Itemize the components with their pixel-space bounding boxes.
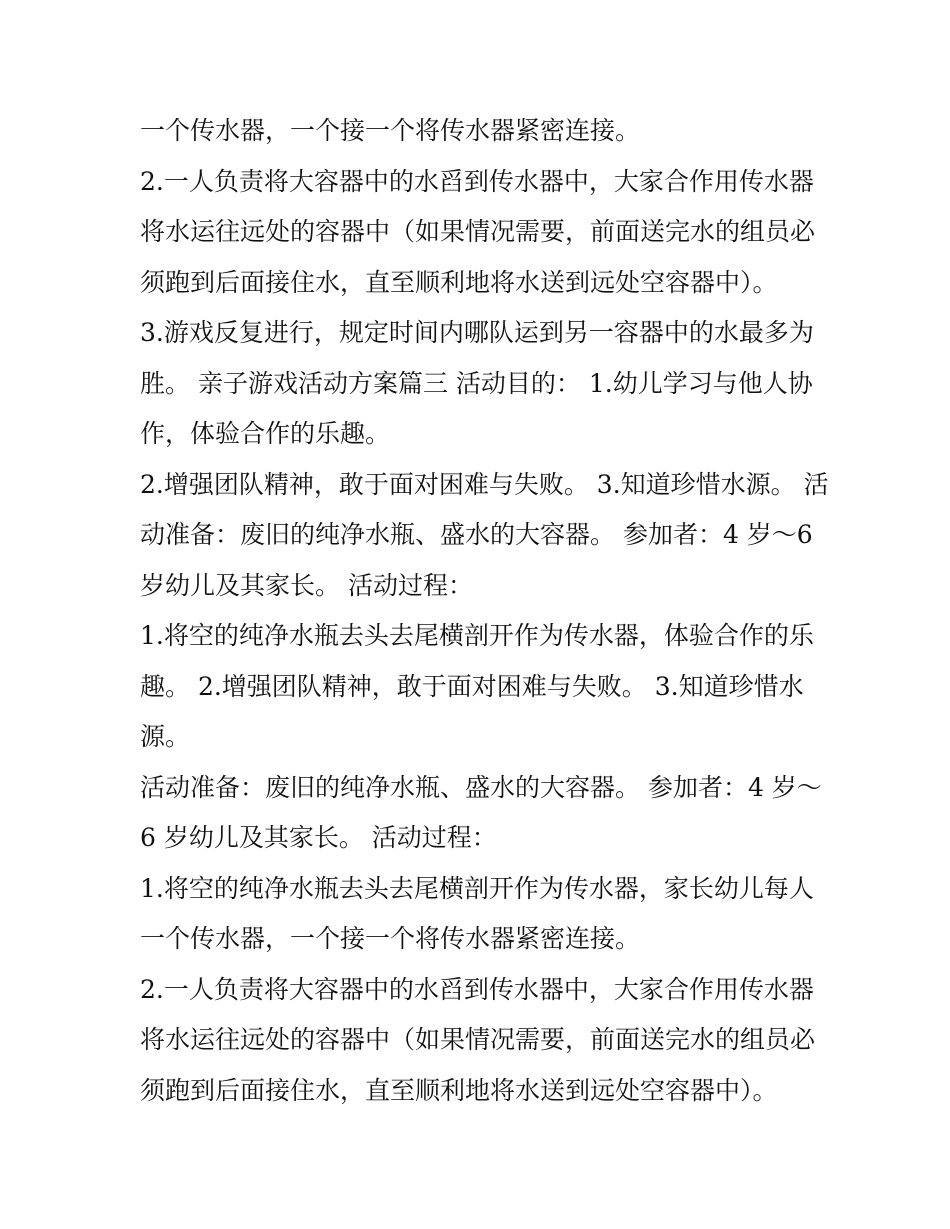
text-line: 将水运往远处的容器中（如果情况需要，前面送完水的组员必 (140, 217, 816, 246)
text-line: 一个传水器，一个接一个将传水器紧密连接。 (140, 116, 641, 145)
text-line: 趣。 2.增强团队精神，敢于面对困难与失败。 3.知道珍惜水 (140, 671, 804, 701)
text-line: 6 岁幼儿及其家长。 活动过程： (140, 823, 497, 852)
text-line: 1.将空的纯净水瓶去头去尾横剖开作为传水器，家长幼儿每人 (140, 873, 814, 903)
text-line: 1.将空的纯净水瓶去头去尾横剖开作为传水器，体验合作的乐 (140, 621, 814, 650)
text-line: 源。 (140, 722, 191, 751)
text-line: 须跑到后面接住水，直至顺利地将水送到远处空容器中）。 (140, 267, 778, 297)
text-line: 一个传水器，一个接一个将传水器紧密连接。 (140, 924, 641, 953)
text-line: 2.一人负责将大容器中的水舀到传水器中，大家合作用传水器 (140, 166, 814, 196)
document-body (140, 106, 829, 1116)
text-line: 3.游戏反复进行，规定时间内哪队运到另一容器中的水最多为 (140, 318, 814, 347)
text-line: 2.增强团队精神，敢于面对困难与失败。 3.知道珍惜水源。 活 (140, 469, 829, 499)
text-line: 胜。 亲子游戏活动方案篇三 活动目的： 1.幼儿学习与他人协 (140, 368, 813, 398)
text-line: 活动准备：废旧的纯净水瓶、盛水的大容器。 参加者：4 岁～ (140, 772, 822, 802)
text-line: 岁幼儿及其家长。 活动过程： (140, 570, 473, 600)
text-line: 动准备：废旧的纯净水瓶、盛水的大容器。 参加者：4 岁～6 (140, 520, 813, 549)
text-line: 作，体验合作的乐趣。 (140, 419, 391, 448)
text-line: 将水运往远处的容器中（如果情况需要，前面送完水的组员必 (140, 1025, 816, 1054)
text-line: 须跑到后面接住水，直至顺利地将水送到远处空容器中）。 (140, 1075, 778, 1105)
text-line: 2.一人负责将大容器中的水舀到传水器中，大家合作用传水器 (140, 974, 814, 1004)
